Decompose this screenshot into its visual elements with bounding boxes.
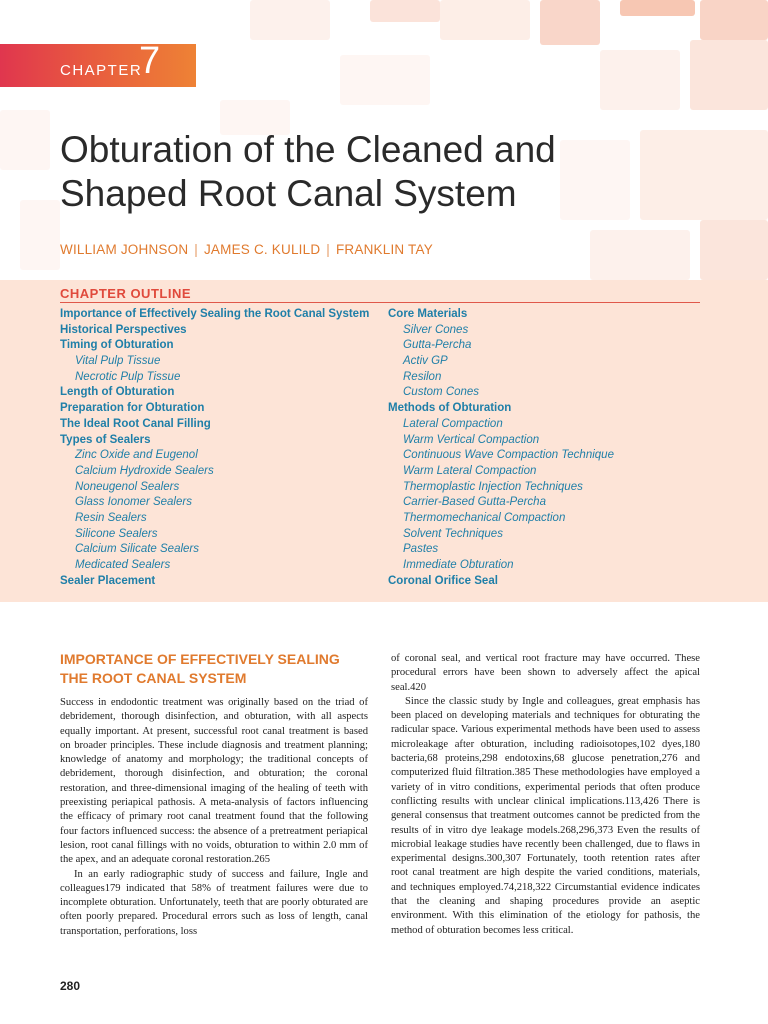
- outline-subsection-link[interactable]: Pastes: [403, 543, 439, 556]
- outline-subsection-link[interactable]: Custom Cones: [403, 386, 480, 399]
- decor-square: [690, 40, 768, 110]
- decor-square: [250, 0, 330, 40]
- outline-section-link[interactable]: Core Materials: [388, 308, 468, 320]
- author-separator: |: [194, 242, 198, 257]
- outline-section-link[interactable]: The Ideal Root Canal Filling: [60, 417, 211, 430]
- decor-square: [340, 55, 430, 105]
- decor-square: [700, 0, 768, 40]
- outline-subsection-link[interactable]: Warm Vertical Compaction: [403, 433, 540, 446]
- decor-square: [620, 0, 695, 16]
- outline-section-link[interactable]: Timing of Obturation: [60, 339, 174, 352]
- outline-subsection-link[interactable]: Lateral Compaction: [403, 417, 503, 430]
- decor-square: [440, 0, 530, 40]
- author-name: JAMES C. KULILD: [203, 242, 321, 257]
- page-number: 280: [60, 979, 81, 993]
- outline-subsection-link[interactable]: Thermoplastic Injection Techniques: [403, 480, 583, 493]
- chapter-title: Obturation of the Cleaned and Shaped Root Canal System: [60, 129, 556, 214]
- outline-left-column: [60, 307, 369, 589]
- decor-square: [370, 0, 440, 22]
- outline-subsection-link[interactable]: Warm Lateral Compaction: [403, 464, 537, 477]
- outline-subsection-link[interactable]: Thermomechanical Compaction: [403, 511, 566, 524]
- chapter-number: 7: [139, 40, 161, 82]
- outline-right-column: [388, 307, 614, 589]
- outline-subsection-link[interactable]: Silicone Sealers: [75, 527, 158, 540]
- decor-square: [0, 110, 50, 170]
- body-paragraph: Since the classic study by Ingle and colleagues, great emphasis has been placed on developing materials and techniques for obturating the radicular space. Various experimental methods have been used to assess microleakage after obturation, including radioisotopes,102 dyes,180 bacteria,68 proteins,298 endotoxins,68 glucose penetration,276 and computerized fluid filtration.385 These methodologies have employed a variety of in vitro conditions, experimental periods that often produce conflicting results with unclear clinical implications.113,426 There is general consensus that treatment outcomes cannot be predicted from the results of in vitro dye leakage models.268,296,373 Even the results of microbial leakage studies have recently been challenged, due to flaws in experimental designs.300,307 Fortunately, tooth retention rates after root canal treatment are high despite the varied conditions, materials, and techniques employed.74,218,322 Circumstantial evidence indicates that the cleaning and shaping procedures provide an aseptic environment. With this elimination of the etiology for pathosis, the method of obturation becomes less critical.: [391, 695, 700, 936]
- outline-subsection-link[interactable]: Medicated Sealers: [75, 559, 171, 571]
- outline-subsection-link[interactable]: Carrier-Based Gutta-Percha: [403, 496, 546, 509]
- author-separator: |: [326, 242, 330, 257]
- outline-subsection-link[interactable]: Activ GP: [403, 355, 448, 368]
- outline-subsection-link[interactable]: Noneugenol Sealers: [75, 480, 180, 493]
- outline-subsection-link[interactable]: Calcium Hydroxide Sealers: [75, 464, 214, 477]
- body-column-left: [60, 696, 368, 939]
- outline-divider: [60, 302, 700, 303]
- outline-section-link[interactable]: Methods of Obturation: [388, 402, 512, 415]
- chapter-outline-heading: CHAPTER OUTLINE: [60, 286, 191, 301]
- outline-section-link[interactable]: Types of Sealers: [60, 433, 151, 446]
- outline-section-link[interactable]: Importance of Effectively Sealing the Root Canal System: [60, 308, 370, 320]
- section-heading: IMPORTANCE OF EFFECTIVELY SEALING THE ROOT CANAL SYSTEM: [60, 651, 340, 686]
- outline-section-link[interactable]: Sealer Placement: [60, 574, 156, 587]
- decor-square: [700, 220, 768, 280]
- outline-section-link[interactable]: Coronal Orifice Seal: [388, 574, 498, 587]
- decor-square: [590, 230, 690, 280]
- author-list: [60, 242, 433, 257]
- outline-subsection-link[interactable]: Immediate Obturation: [403, 559, 514, 571]
- outline-subsection-link[interactable]: Resin Sealers: [75, 511, 147, 524]
- outline-section-link[interactable]: Preparation for Obturation: [60, 402, 205, 415]
- body-paragraph: of coronal seal, and vertical root fracture may have occurred. These procedural errors have been shown to adversely affect the apical seal.420: [391, 653, 700, 693]
- chapter-label: CHAPTER: [60, 62, 143, 79]
- outline-subsection-link[interactable]: Continuous Wave Compaction Technique: [403, 449, 614, 462]
- body-column-right: [391, 652, 700, 938]
- body-paragraph: Success in endodontic treatment was originally based on the triad of debridement, thorough disinfection, and obturation, with all aspects equally important. At present, successful root canal treatment is based on broader principles. These include diagnosis and treatment planning; knowledge of anatomy and morphology; the traditional concepts of debridement, thorough disinfection, and obturation; the coronal restoration, and three-dimensional imaging of the healing of teeth with preexisting periapical pathosis. A meta-analysis of factors influencing the efficacy of primary root canal treatment found that the following four factors influenced success: the absence of a pretreatment periapical lesion, root canal fillings with no voids, obturation to within 2.0 mm of the apex, and an adequate coronal restoration.265: [60, 697, 368, 866]
- author-name: WILLIAM JOHNSON: [60, 242, 189, 257]
- decor-square: [540, 0, 600, 45]
- outline-subsection-link[interactable]: Zinc Oxide and Eugenol: [75, 449, 198, 462]
- outline-subsection-link[interactable]: Necrotic Pulp Tissue: [75, 370, 181, 383]
- body-paragraph: In an early radiographic study of success and failure, Ingle and colleagues179 indicated that 58% of treatment failures were due to incomplete obturation. Unfortunately, teeth that are poorly obturated are often poorly prepared. Procedural errors such as loss of length, canal transportation, perforations, loss: [60, 868, 368, 937]
- outline-subsection-link[interactable]: Resilon: [403, 370, 442, 383]
- outline-section-link[interactable]: Historical Perspectives: [60, 323, 187, 336]
- outline-subsection-link[interactable]: Glass Ionomer Sealers: [75, 496, 192, 509]
- outline-subsection-link[interactable]: Gutta-Percha: [403, 339, 472, 352]
- outline-subsection-link[interactable]: Silver Cones: [403, 323, 469, 336]
- outline-subsection-link[interactable]: Calcium Silicate Sealers: [75, 543, 199, 556]
- decor-square: [20, 200, 60, 270]
- decor-square: [600, 50, 680, 110]
- author-name: FRANKLIN TAY: [335, 242, 433, 257]
- outline-section-link[interactable]: Length of Obturation: [60, 386, 175, 399]
- outline-subsection-link[interactable]: Vital Pulp Tissue: [75, 355, 161, 368]
- outline-subsection-link[interactable]: Solvent Techniques: [403, 527, 503, 540]
